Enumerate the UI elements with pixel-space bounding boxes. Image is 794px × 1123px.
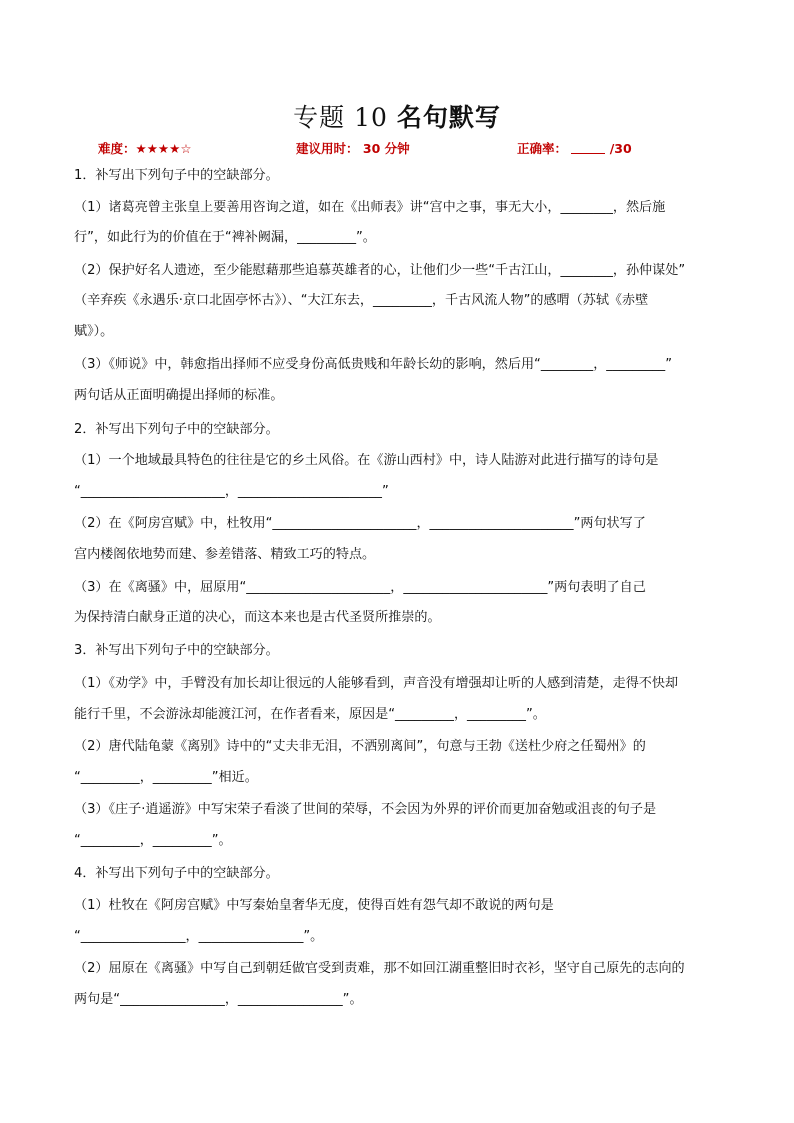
question-line: （2）在《阿房宫赋》中，杜牧用“______________________，______________________”两句状写了 [74, 516, 646, 531]
accuracy-suffix: /30 [609, 141, 632, 156]
title-prefix: 专题 10 [293, 103, 388, 132]
question-line: （1）诸葛亮曾主张皇上要善用咨询之道，如在《出师表》讲“宫中之事，事无大小，________，然后施 [74, 200, 666, 215]
question-line: 能行千里，不会游泳却能渡江河，在作者看来，原因是“_________，_________”。 [74, 707, 546, 722]
question-line: “_________，_________”相近。 [74, 770, 258, 785]
question-line: 宫内楼阁依地势而建、参差错落、精致工巧的特点。 [74, 547, 376, 562]
question-line: （1）一个地域最具特色的往往是它的乡土风俗。在《游山西村》中，诗人陆游对此进行描写的诗句是 [74, 453, 659, 468]
question-line: 赋》）。 [74, 324, 114, 339]
question-line: “________________，________________”。 [74, 929, 324, 944]
section-heading: 4．补写出下列句子中的空缺部分。 [74, 866, 279, 881]
question-line: 为保持清白献身正道的决心，而这本来也是古代圣贤所推崇的。 [74, 610, 441, 625]
suggested-time [296, 139, 410, 157]
title-main: 名句默写 [396, 103, 501, 132]
page-title [0, 98, 794, 134]
question-line: （2）唐代陆龟蒙《离别》诗中的“丈夫非无泪，不洒别离间”，句意与王勃《送杜少府之任蜀州》的 [74, 739, 646, 754]
difficulty-label: 难度： [98, 141, 136, 156]
question-line: 两句话从正面明确提出择师的标准。 [74, 388, 284, 403]
accuracy-blank[interactable] [571, 141, 605, 154]
accuracy [517, 139, 632, 157]
question-line: （3）《庄子·逍遥游》中写宋荣子看淡了世间的荣辱，不会因为外界的评价而更加奋勉或沮丧的句子是 [74, 802, 657, 817]
question-line: （3）在《离骚》中，屈原用“______________________，______________________”两句表明了自己 [74, 580, 646, 595]
difficulty-stars: ★★★★☆ [135, 141, 192, 156]
section-heading: 1．补写出下列句子中的空缺部分。 [74, 168, 279, 183]
question-line: （辛弃疾《永遇乐·京口北固亭怀古》）、“大江东去，_________，千古风流人物”的感喟（苏轼《赤壁 [74, 293, 649, 308]
question-line: “_________，_________”。 [74, 833, 232, 848]
section-heading: 2．补写出下列句子中的空缺部分。 [74, 422, 279, 437]
question-line: （3）《师说》中，韩愈指出择师不应受身份高低贵贱和年龄长幼的影响，然后用“________，_________” [74, 357, 673, 372]
time-value: 30 分钟 [362, 141, 410, 156]
question-line: （1）《劝学》中，手臂没有加长却让很远的人能够看到，声音没有增强却让听的人感到清楚，走得不快却 [74, 676, 679, 691]
question-line: （1）杜牧在《阿房宫赋》中写秦始皇奢华无度，使得百姓有怨气却不敢说的两句是 [74, 898, 554, 913]
section-heading: 3．补写出下列句子中的空缺部分。 [74, 643, 279, 658]
question-line: （2）保护好名人遗迹，至少能慰藉那些追慕英雄者的心，让他们少一些“千古江山，________，孙仲谋处” [74, 263, 686, 278]
difficulty [98, 139, 192, 157]
question-line: 两句是“________________，________________”。 [74, 992, 363, 1007]
question-line: （2）屈原在《离骚》中写自己到朝廷做官受到责难，那不如回江湖重整旧时衣衫，坚守自己原先的志向的 [74, 961, 685, 976]
accuracy-label: 正确率： [517, 141, 568, 156]
question-line: 行”，如此行为的价值在于“裨补阙漏，_________”。 [74, 230, 376, 245]
question-line: “______________________，______________________” [74, 484, 389, 499]
time-label: 建议用时： [296, 141, 359, 156]
